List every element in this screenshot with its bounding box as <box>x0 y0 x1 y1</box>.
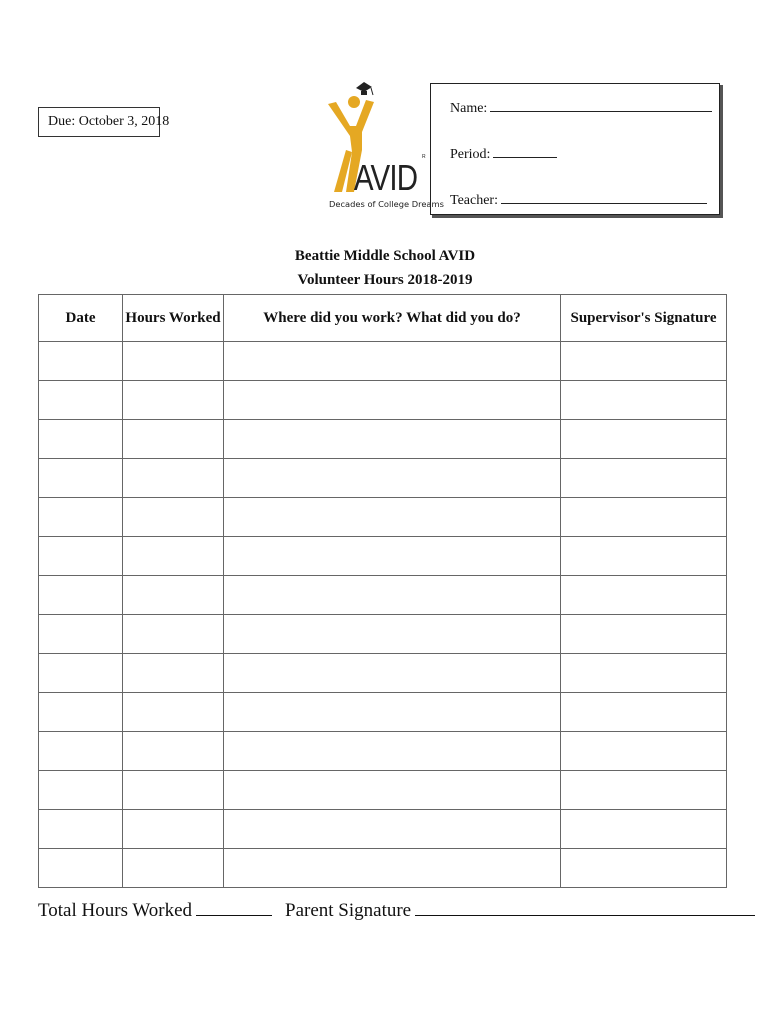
cell-activity[interactable] <box>224 654 561 693</box>
cell-supervisor-signature[interactable] <box>561 615 727 654</box>
header-hours-worked: Hours Worked <box>123 295 224 342</box>
cell-hours[interactable] <box>123 420 224 459</box>
table-row <box>39 615 727 654</box>
table-row <box>39 420 727 459</box>
registered-mark: R <box>422 154 426 160</box>
cell-activity[interactable] <box>224 810 561 849</box>
cell-activity[interactable] <box>224 771 561 810</box>
table-row <box>39 498 727 537</box>
cell-date[interactable] <box>39 810 123 849</box>
table-body <box>39 342 727 888</box>
cell-hours[interactable] <box>123 810 224 849</box>
header-date: Date <box>39 295 123 342</box>
cell-hours[interactable] <box>123 654 224 693</box>
cell-hours[interactable] <box>123 771 224 810</box>
cell-date[interactable] <box>39 771 123 810</box>
cell-supervisor-signature[interactable] <box>561 381 727 420</box>
cell-supervisor-signature[interactable] <box>561 654 727 693</box>
cell-activity[interactable] <box>224 615 561 654</box>
parent-signature-field[interactable] <box>415 898 755 916</box>
cell-hours[interactable] <box>123 576 224 615</box>
teacher-field[interactable] <box>501 189 707 204</box>
cell-supervisor-signature[interactable] <box>561 576 727 615</box>
cell-activity[interactable] <box>224 381 561 420</box>
cell-supervisor-signature[interactable] <box>561 498 727 537</box>
student-info-box <box>430 83 720 215</box>
name-field[interactable] <box>490 97 712 112</box>
cell-activity[interactable] <box>224 693 561 732</box>
table-row <box>39 771 727 810</box>
table-row <box>39 576 727 615</box>
cell-date[interactable] <box>39 537 123 576</box>
cell-supervisor-signature[interactable] <box>561 459 727 498</box>
cell-date[interactable] <box>39 615 123 654</box>
table-header-row <box>39 295 727 342</box>
table-row <box>39 654 727 693</box>
cell-activity[interactable] <box>224 537 561 576</box>
cell-activity[interactable] <box>224 498 561 537</box>
period-row <box>450 143 557 163</box>
cell-hours[interactable] <box>123 342 224 381</box>
cell-supervisor-signature[interactable] <box>561 342 727 381</box>
graduation-cap-icon <box>356 82 373 95</box>
cell-activity[interactable] <box>224 732 561 771</box>
total-hours-label: Total Hours Worked <box>38 900 193 921</box>
cell-activity[interactable] <box>224 342 561 381</box>
cell-activity[interactable] <box>224 576 561 615</box>
volunteer-hours-table <box>38 294 727 888</box>
cell-supervisor-signature[interactable] <box>561 693 727 732</box>
cell-supervisor-signature[interactable] <box>561 849 727 888</box>
period-label: Period: <box>450 147 491 162</box>
cell-activity[interactable] <box>224 459 561 498</box>
cell-date[interactable] <box>39 459 123 498</box>
cell-date[interactable] <box>39 654 123 693</box>
cell-supervisor-signature[interactable] <box>561 420 727 459</box>
parent-signature-area <box>285 898 755 922</box>
parent-signature-label: Parent Signature <box>285 900 412 921</box>
name-label: Name: <box>450 101 488 116</box>
due-date-box <box>38 107 170 137</box>
cell-date[interactable] <box>39 576 123 615</box>
cell-date[interactable] <box>39 693 123 732</box>
cell-hours[interactable] <box>123 381 224 420</box>
teacher-label: Teacher: <box>450 193 498 208</box>
avid-logo <box>326 80 444 212</box>
cell-supervisor-signature[interactable] <box>561 771 727 810</box>
cell-date[interactable] <box>39 849 123 888</box>
cell-hours[interactable] <box>123 732 224 771</box>
cell-supervisor-signature[interactable] <box>561 537 727 576</box>
table-row <box>39 537 727 576</box>
cell-supervisor-signature[interactable] <box>561 810 727 849</box>
cell-activity[interactable] <box>224 420 561 459</box>
table-row <box>39 849 727 888</box>
cell-supervisor-signature[interactable] <box>561 732 727 771</box>
figure-head-icon <box>348 96 360 108</box>
cell-hours[interactable] <box>123 693 224 732</box>
cell-hours[interactable] <box>123 615 224 654</box>
teacher-row <box>450 189 707 209</box>
due-date-text: Due: October 3, 2018 <box>48 114 170 129</box>
cell-date[interactable] <box>39 381 123 420</box>
table-row <box>39 342 727 381</box>
table-row <box>39 732 727 771</box>
period-field[interactable] <box>493 143 557 158</box>
school-title: Beattie Middle School AVID <box>294 248 476 264</box>
cell-hours[interactable] <box>123 849 224 888</box>
header-activity: Where did you work? What did you do? <box>224 295 561 342</box>
table-row <box>39 810 727 849</box>
cell-date[interactable] <box>39 498 123 537</box>
cell-date[interactable] <box>39 342 123 381</box>
form-title: Volunteer Hours 2018-2019 <box>297 272 473 288</box>
cell-activity[interactable] <box>224 849 561 888</box>
avid-wordmark: AVID <box>353 157 418 198</box>
cell-hours[interactable] <box>123 537 224 576</box>
table-row <box>39 381 727 420</box>
cell-hours[interactable] <box>123 498 224 537</box>
header-supervisor-signature: Supervisor's Signature <box>561 295 727 342</box>
name-row <box>450 97 712 117</box>
avid-tagline: Decades of College Dreams <box>329 199 444 209</box>
total-hours-area <box>38 898 272 922</box>
table-row <box>39 459 727 498</box>
cell-date[interactable] <box>39 420 123 459</box>
table-row <box>39 693 727 732</box>
cell-date[interactable] <box>39 732 123 771</box>
total-hours-field[interactable] <box>196 898 272 916</box>
cell-hours[interactable] <box>123 459 224 498</box>
